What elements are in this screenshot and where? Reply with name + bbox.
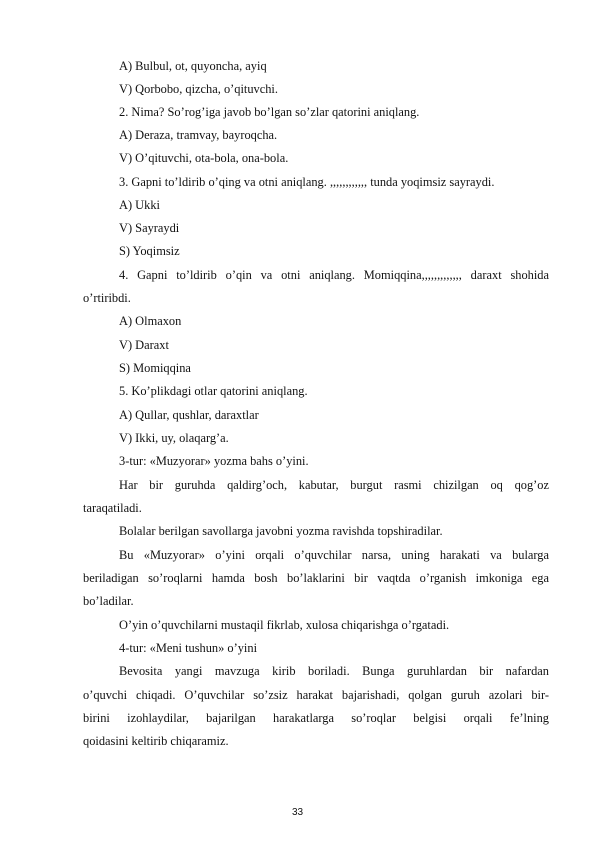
answer-option: A) Bulbul, ot, quyoncha, ayiq [119,59,267,73]
paragraph-line: qoidasini keltirib chiqaramiz. [83,734,229,748]
answer-option: A) Olmaxon [119,314,182,328]
paragraph-line: bo’ladilar. [83,594,134,608]
section-heading: 4-tur: «Meni tushun» o’yini [119,641,258,655]
question-text: 3. Gapni to’ldirib o’qing va otni aniqlang. ,,,,,,,,,,,, tunda yoqimsiz sayraydi. [119,175,495,189]
answer-option: V) Sayraydi [119,221,180,235]
answer-option: S) Yoqimsiz [119,244,180,258]
paragraph-line: birini izohlaydilar, bajarilgan harakatlarga so’roqlar belgisi orqali fe’lning [83,711,549,725]
answer-option: A) Qullar, qushlar, daraxtlar [119,408,259,422]
page-number: 33 [291,807,304,818]
paragraph-line: Har bir guruhda qaldirg’och, kabutar, burgut rasmi chizilgan oq qog’oz [119,478,549,492]
question-text: 4. Gapni to’ldirib o’qin va otni aniqlang. Momiqqina,,,,,,,,,,,,, daraxt shohida [119,268,549,282]
question-text: 5. Ko’plikdagi otlar qatorini aniqlang. [119,384,308,398]
paragraph-line: O’yin o’quvchilarni mustaqil fikrlab, xulosa chiqarishga o’rgatadi. [119,618,450,632]
paragraph-line: Bu «Muzyorar» o’yini orqali o’quvchilar narsa, uning harakati va bularga [119,548,549,562]
paragraph-line: Bolalar berilgan savollarga javobni yozma ravishda topshiradilar. [119,524,443,538]
answer-option: A) Deraza, tramvay, bayroqcha. [119,128,278,142]
question-text: 2. Nima? So’rog’iga javob bo’lgan so’zlar qatorini aniqlang. [119,105,420,119]
answer-option: V) O’qituvchi, ota-bola, ona-bola. [119,151,289,165]
question-text-continuation: o’rtiribdi. [83,291,131,305]
section-heading: 3-tur: «Muzyorar» yozma bahs o’yini. [119,454,309,468]
answer-option: A) Ukki [119,198,160,212]
answer-option: V) Qorbobo, qizcha, o’qituvchi. [119,82,278,96]
answer-option: V) Daraxt [119,338,169,352]
paragraph-line: taraqatiladi. [83,501,142,515]
paragraph-line: o’quvchi chiqadi. O’quvchilar so’zsiz harakat bajarishadi, qolgan guruh azolari bir- [83,688,549,702]
paragraph-line: Bevosita yangi mavzuga kirib boriladi. Bunga guruhlardan bir nafardan [119,664,549,678]
answer-option: V) Ikki, uy, olaqarg’a. [119,431,229,445]
paragraph-line: beriladigan so’roqlarni hamda bosh bo’laklarini bir vaqtda o’rganish imkoniga ega [83,571,549,585]
answer-option: S) Momiqqina [119,361,191,375]
